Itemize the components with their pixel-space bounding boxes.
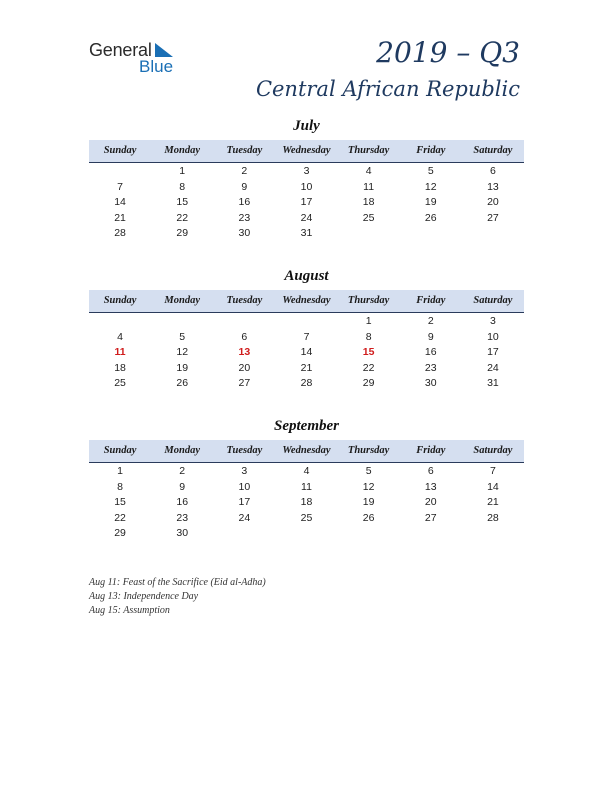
weekday-label: Friday xyxy=(416,445,446,456)
day-cell: 7 xyxy=(489,465,496,477)
day-cell: 5 xyxy=(365,465,372,477)
weekday-label: Tuesday xyxy=(226,145,263,156)
empty-day-cell xyxy=(462,526,524,542)
weekday-label: Sunday xyxy=(103,295,137,306)
weekday-label: Monday xyxy=(164,145,200,156)
weekday-label: Tuesday xyxy=(226,445,263,456)
day-cell: 26 xyxy=(362,511,375,524)
day-cell: 20 xyxy=(424,496,437,508)
empty-day-cell xyxy=(89,164,151,180)
day-cell: 8 xyxy=(365,330,372,343)
week-row xyxy=(89,511,524,527)
day-cell: 10 xyxy=(300,180,313,193)
empty-day-cell xyxy=(400,226,462,242)
day-cell: 10 xyxy=(487,330,499,343)
weekday-label: Thursday xyxy=(347,445,390,456)
day-cell: 22 xyxy=(176,211,189,224)
week-row xyxy=(89,195,524,211)
day-cell: 12 xyxy=(424,180,437,193)
week-row xyxy=(89,345,524,361)
day-cell: 19 xyxy=(176,361,189,374)
day-cell: 8 xyxy=(179,180,186,193)
logo-text-blue: Blue xyxy=(139,57,174,76)
day-cell: 3 xyxy=(489,315,496,327)
page-title xyxy=(256,36,520,104)
day-cell: 26 xyxy=(176,377,189,389)
week-row xyxy=(89,180,524,196)
day-cell: 9 xyxy=(179,480,186,493)
day-cell: 18 xyxy=(114,361,126,374)
weekday-label: Wednesday xyxy=(282,295,331,306)
empty-day-cell xyxy=(213,314,275,330)
day-cell: 7 xyxy=(117,180,123,193)
day-cell: 17 xyxy=(300,196,313,208)
day-cell: 15 xyxy=(176,196,189,208)
day-cell: 27 xyxy=(487,211,499,224)
day-cell: 28 xyxy=(487,511,499,524)
day-cell: 12 xyxy=(176,346,189,358)
day-cell: 23 xyxy=(176,511,189,524)
month-name: July xyxy=(293,118,320,134)
empty-day-cell xyxy=(338,526,400,542)
day-cell: 1 xyxy=(117,465,123,477)
day-cell: 18 xyxy=(362,196,375,208)
day-cell: 11 xyxy=(301,480,312,493)
day-cell: 9 xyxy=(241,180,248,193)
day-cell: 29 xyxy=(114,527,126,539)
day-cell: 18 xyxy=(300,496,313,508)
day-cell: 13 xyxy=(487,180,499,193)
day-cell: 4 xyxy=(365,165,372,177)
day-cell: 14 xyxy=(487,480,499,493)
day-cell: 5 xyxy=(179,330,186,343)
day-cell: 29 xyxy=(176,227,189,239)
day-cell: 30 xyxy=(176,527,189,539)
day-cell: 14 xyxy=(114,196,126,208)
day-cell: 3 xyxy=(303,165,310,177)
empty-day-cell xyxy=(275,526,337,542)
holiday-note: Aug 11: Feast of the Sacrifice (Eid al-Adha) xyxy=(89,577,266,588)
month-calendar-august xyxy=(89,266,524,392)
day-cell: 22 xyxy=(114,511,126,524)
day-cell: 23 xyxy=(238,211,251,224)
day-cell: 16 xyxy=(176,496,189,508)
weekday-label: Wednesday xyxy=(282,145,331,156)
week-row xyxy=(89,480,524,496)
year-quarter-title: 2019 – Q3 xyxy=(376,36,520,69)
day-cell: 13 xyxy=(238,346,251,358)
logo-text-general: General xyxy=(89,40,152,60)
month-name: September xyxy=(274,418,339,434)
day-cell: 6 xyxy=(489,165,496,177)
weekday-label: Friday xyxy=(416,145,446,156)
weekday-label: Sunday xyxy=(103,145,137,156)
day-cell: 27 xyxy=(238,377,251,389)
holiday-note: Aug 13: Independence Day xyxy=(89,591,199,602)
day-cell: 4 xyxy=(303,465,310,477)
holiday-note: Aug 15: Assumption xyxy=(89,605,170,616)
day-cell: 12 xyxy=(362,480,375,493)
weekday-header-row xyxy=(89,440,524,463)
day-cell: 29 xyxy=(362,377,375,389)
day-cell: 16 xyxy=(424,346,437,358)
day-cell: 9 xyxy=(427,330,434,343)
day-cell: 5 xyxy=(427,165,434,177)
logo xyxy=(89,40,199,76)
day-cell: 30 xyxy=(424,377,437,389)
day-cell: 20 xyxy=(487,196,499,208)
day-cell: 15 xyxy=(362,346,375,358)
day-cell: 17 xyxy=(487,346,499,358)
day-cell: 28 xyxy=(114,227,126,239)
day-cell: 22 xyxy=(362,361,375,374)
weekday-label: Saturday xyxy=(473,295,513,306)
weekday-header-row xyxy=(89,290,524,313)
day-cell: 27 xyxy=(424,511,437,524)
day-cell: 21 xyxy=(114,211,126,224)
weekday-header-row xyxy=(89,140,524,163)
week-row xyxy=(89,526,524,542)
day-cell: 20 xyxy=(238,361,251,374)
empty-day-cell xyxy=(275,314,337,330)
day-cell: 25 xyxy=(362,211,375,224)
empty-day-cell xyxy=(338,226,400,242)
month-name: August xyxy=(284,268,329,284)
day-cell: 6 xyxy=(427,465,434,477)
day-cell: 26 xyxy=(424,211,437,224)
day-cell: 30 xyxy=(238,227,251,239)
weekday-label: Monday xyxy=(164,445,200,456)
empty-day-cell xyxy=(89,314,151,330)
weekday-label: Sunday xyxy=(103,445,137,456)
weekday-label: Thursday xyxy=(347,145,390,156)
day-cell: 24 xyxy=(487,361,499,374)
day-cell: 1 xyxy=(179,165,186,177)
week-row xyxy=(89,376,524,392)
empty-day-cell xyxy=(400,526,462,542)
day-cell: 15 xyxy=(114,496,126,508)
day-cell: 1 xyxy=(365,315,372,327)
day-cell: 3 xyxy=(241,465,248,477)
day-cell: 17 xyxy=(238,496,251,508)
day-cell: 31 xyxy=(300,227,313,239)
month-calendar-september xyxy=(89,416,524,542)
logo-triangle-icon xyxy=(153,42,175,58)
month-calendar-july xyxy=(89,116,524,242)
day-cell: 28 xyxy=(300,377,313,389)
day-cell: 10 xyxy=(238,480,251,493)
day-cell: 21 xyxy=(300,361,313,374)
holiday-notes xyxy=(89,576,266,618)
day-cell: 13 xyxy=(424,480,437,493)
weekday-label: Wednesday xyxy=(282,445,331,456)
day-cell: 11 xyxy=(114,346,126,358)
day-cell: 7 xyxy=(303,330,310,343)
day-cell: 2 xyxy=(241,165,248,177)
day-cell: 4 xyxy=(117,330,123,343)
weekday-label: Friday xyxy=(416,295,446,306)
day-cell: 21 xyxy=(487,496,499,508)
weekday-label: Tuesday xyxy=(226,295,263,306)
day-cell: 24 xyxy=(300,211,313,224)
day-cell: 11 xyxy=(363,180,375,193)
week-row xyxy=(89,226,524,242)
day-cell: 23 xyxy=(424,361,437,374)
week-row xyxy=(89,314,524,330)
country-title: Central African Republic xyxy=(255,77,520,101)
week-row xyxy=(89,164,524,180)
week-row xyxy=(89,211,524,227)
weekday-label: Saturday xyxy=(473,145,513,156)
day-cell: 2 xyxy=(179,465,186,477)
day-cell: 16 xyxy=(238,196,251,208)
day-cell: 25 xyxy=(300,511,313,524)
day-cell: 31 xyxy=(487,377,499,389)
week-row xyxy=(89,464,524,480)
weekday-label: Monday xyxy=(164,295,200,306)
day-cell: 6 xyxy=(241,330,248,343)
weekday-label: Thursday xyxy=(347,295,390,306)
empty-day-cell xyxy=(151,314,213,330)
week-row xyxy=(89,495,524,511)
weekday-label: Saturday xyxy=(473,445,513,456)
day-cell: 8 xyxy=(117,480,123,493)
day-cell: 19 xyxy=(362,496,375,508)
empty-day-cell xyxy=(462,226,524,242)
day-cell: 2 xyxy=(427,315,434,327)
day-cell: 19 xyxy=(424,196,437,208)
day-cell: 14 xyxy=(300,346,313,358)
week-row xyxy=(89,330,524,346)
week-row xyxy=(89,361,524,377)
empty-day-cell xyxy=(213,526,275,542)
day-cell: 25 xyxy=(114,377,126,389)
day-cell: 24 xyxy=(238,511,251,524)
